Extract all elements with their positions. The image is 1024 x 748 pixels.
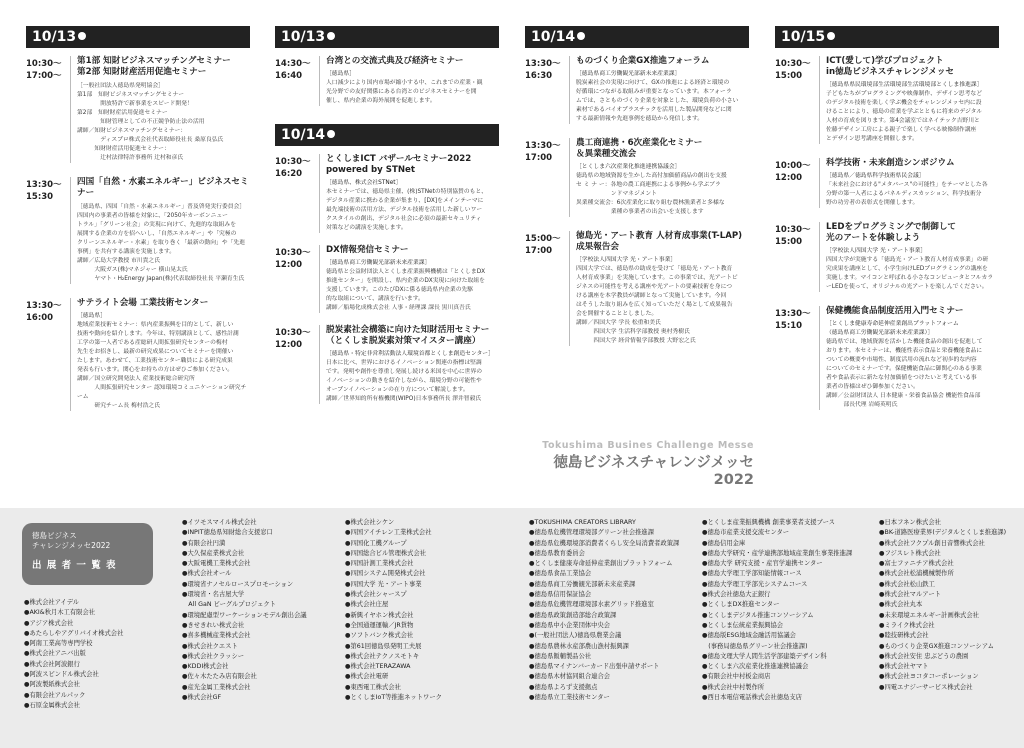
session-time: 13:30～ 15:10	[775, 309, 811, 331]
exhibitor-item: ●四国計測工業株式会社	[345, 560, 414, 568]
exhibitor-item: ●徳島県危機管理環境部グリーン社会推進課	[529, 529, 655, 537]
session-title: ICT(愛して)学びプロジェクト in徳島ビジネスチャレンジメッセ	[826, 56, 955, 77]
session-desc: 本セミナーでは、徳島県主催、(株)STNetの特別協賛のもと、 デジタル産業に携わる企業が集まり、[DX]をメインテーマに 最先端技術の活用方法、デジタル技術を活用した新しいワー クスタイルの創出、デジタル社会に必須の最新セキュリティ 対策などの講演を実施します。	[326, 189, 488, 231]
session-desc: ［一般社団法人徳島県発明協会］ 第1部 知財ビジネスマッチングセミナー 開放特許で新事業をスピード開発！ 第2部 知財財産活用促進セミナー 知財管理としての不正競争防止法の活用 講師／知財ビジネスマッチングセミナー： ディスプロ株式会社代表取締役社長 桑原良弘氏 知財財産活用促進セミナー： 辻村法律特許事務所 辻村和彦氏	[77, 83, 224, 161]
exhibitor-item: ●KDDI株式会社	[182, 663, 229, 671]
expo-title-ja: 徳島ビジネスチャレンジメッセ 2022	[553, 455, 754, 488]
exhibitor-item: ●徳島県信用保証協会	[529, 591, 592, 599]
session-title: 四国「自然・水素エネルギー」ビジネスセミナー	[77, 177, 249, 198]
exhibitor-item: ●徳島県木材協同組合連合会	[529, 673, 611, 681]
exhibitor-item: ●喜多機械産業株式会社	[182, 632, 251, 640]
exhibitor-list-6	[879, 518, 1006, 693]
session-org: ［徳島県・特定非営利活動法人環境首都とくしま創造センター］	[326, 351, 494, 357]
exhibitor-item: ●株式会社テクノスモトキ	[345, 652, 420, 660]
exhibitor-item: ●TOKUSHIMA CREATORS LIBRARY	[529, 519, 636, 526]
session-desc: 人口減少により国内市場が縮小する中、これまでの産業・観 光分野での友好関係にある台湾とのビジネスセミナーを開 催し、県内企業の海外展開を促進します。	[326, 80, 483, 104]
exhibitor-panel	[0, 508, 1024, 748]
exhibitor-item: ●徳島県危機環境部消費者くらし安全局消費者政策課	[529, 539, 680, 547]
exhibitor-item: ●とくしまIoT等推進ネットワーク	[345, 694, 442, 702]
exhibitor-item: ●株式会社クラッシー	[182, 652, 245, 660]
exhibitor-item: ●環境省ナノセルロースプロモーション	[182, 580, 294, 588]
exhibitor-item: ●有限会社円満	[182, 539, 226, 547]
session-org: ［徳島県、株式会社STNet］	[326, 180, 402, 186]
exhibitor-item: ●有限会社アルパック	[24, 691, 86, 699]
badge-line: チャレンジメッセ2022	[32, 541, 111, 550]
exhibitor-item: ●株式会社TERAZAWA	[345, 663, 411, 671]
exhibitor-item: ●徳島大学理工学部光システムコース	[702, 580, 808, 588]
exhibitor-item: ●株式会社ヤマト	[879, 663, 929, 671]
session	[525, 56, 749, 124]
exhibitor-item: ●徳島市産業支援交流センター	[702, 529, 790, 537]
exhibitor-item: ●徳島県教育委員会	[529, 549, 585, 557]
day-header: 10/14	[525, 26, 749, 48]
exhibitor-item: ●徳島県食品工業協会	[529, 570, 592, 578]
exhibitor-item: ●とくしまDX推進センター	[702, 601, 780, 609]
exhibitor-list-2	[182, 518, 307, 703]
session	[275, 56, 499, 106]
session	[26, 56, 250, 163]
expo-logo	[520, 440, 754, 488]
exhibitor-item: ●四国アイチレン工業株式会社	[345, 529, 432, 537]
session	[275, 325, 499, 404]
exhibitor-item: ●株式会社松山鉄工	[879, 580, 935, 588]
session-title: とくしまICT バザールセミナー2022 powered by STNet	[326, 154, 472, 175]
exhibitor-item: ●ものづくり企業GX推進コンソーシアム	[879, 642, 994, 650]
exhibitor-item: ●西日本電信電話株式会社徳島支店	[702, 694, 802, 702]
exhibitor-item: ●きせきれい株式会社	[182, 621, 245, 629]
exhibitor-item: ●徳島大学理工学部知能情報コース	[702, 570, 802, 578]
exhibitor-item: ●徳島県立工業技術センター	[529, 694, 610, 702]
exhibitor-item: ●徳島県よろず支援拠点	[529, 683, 598, 691]
session-time: 10:30～ 16:20	[275, 157, 311, 179]
session-time: 10:30～ 12:00	[275, 248, 311, 270]
exhibitor-item: ●徳島信用金庫	[702, 539, 746, 547]
session-title: ものづくり企業GX推進フォーラム	[576, 56, 710, 66]
exhibitor-item: ●株式会社中村製作所	[702, 683, 765, 691]
session-org: ［学校法人四国大学 光・アート事業］	[826, 248, 927, 254]
day-header: 10/13	[275, 26, 499, 48]
session-title: DX情報発信セミナー	[326, 245, 409, 255]
exhibitor-item: ●阿波スピンドル株式会社	[24, 671, 99, 679]
session-time: 13:30～ 17:00	[525, 141, 561, 163]
col-2	[275, 26, 499, 404]
exhibitor-item: ●株式会社松浦機械製作所	[879, 570, 954, 578]
exhibitor-item: ●ソフトバンク株式会社	[345, 632, 414, 640]
exhibitor-item: ●阿南工業高等専門学校	[24, 640, 93, 648]
exhibitor-item: ●AKI&秋月木工有限会社	[24, 609, 96, 617]
session-desc: 「未来社会における"メタバース"の可能性」をテーマとした各 分野の第一人者によるパネルディスカッション、科学技術分 野の功労者の表彰式を開催します。	[826, 182, 988, 206]
session-title: 科学技術・未来創造シンポジウム	[826, 158, 955, 168]
exhibitor-item: ●株式会社アイデル	[24, 599, 79, 606]
session-org: ［とくしま健康寿命延伸産業創出プラットフォーム （徳島県商工労働観光部新未来産業課）］	[826, 321, 959, 336]
exhibitor-item: ●株式会社安住 忠ぶどうの農園	[879, 652, 969, 660]
exhibitor-item: ●四国大学 光・アート事業	[345, 580, 422, 588]
session-title: 台湾との交流式典及び経済セミナー	[326, 56, 464, 66]
col-4	[775, 26, 999, 410]
exhibitor-item: ●第61回徳島県発明工夫展	[345, 642, 422, 650]
weekday-mark	[827, 32, 835, 40]
exhibitor-item: ●株式会社徳島大正銀行	[702, 591, 771, 599]
exhibitor-item: ●徳島県政策創造部総合政策課	[529, 611, 617, 619]
session	[775, 306, 999, 410]
exhibitor-item: ●富士ファニチア株式会社	[879, 560, 954, 568]
badge-line: 徳島ビジネス	[32, 531, 77, 540]
exhibitor-item: ●徳島県危機管理環境部水素グリッド推進室	[529, 601, 654, 609]
session-desc: 地域産業技術セミナー：県内産業振興を目的として、新しい 技術や動向を紹介します。今年は、特別講演として、感性計測 工学の第一人者である産総研人間拡張研究センターの梅村 先生をお招きし、最新の研究成果についてセミナーを開催い たします。あわせて、工業技術センター職員による研究成果 発表も行います。関心をお持ちの方はぜひご参加ください。 講師／国立研究開発法人 産業技術総合研究所 人間拡張研究センター 認知環境コミュニケーション研究チーム 研究チーム長 梅村浩之氏	[77, 322, 247, 409]
session-time: 10:30～ 15:00	[775, 225, 811, 247]
exhibitor-item: ●徳島県マイナンバーカード出張申請サポート	[529, 663, 660, 671]
exhibitor-item: ●大阪電機工業株式会社	[182, 560, 251, 568]
exhibitor-item: ●アジア株式会社	[24, 619, 74, 627]
weekday-mark	[78, 32, 86, 40]
weekday-mark	[327, 32, 335, 40]
exhibitor-item: ●石原金属株式会社	[24, 701, 80, 709]
exhibitor-item: ●大久保産業株式会社	[182, 549, 245, 557]
session-org: ［徳島県県民環境部生活環境部生活環境部とくしま推進課］	[826, 82, 983, 88]
session-title: 第1部 知財ビジネスマッチングセミナー 第2部 知財財産活用促進セミナー	[77, 56, 231, 77]
session-title: 保健機能食品制度活用入門セミナー	[826, 306, 964, 316]
day-header: 10/14	[275, 124, 499, 146]
exhibitor-item: ●株式会社阿波銀行	[24, 660, 80, 668]
session-title: サテライト会場 工業技術センター	[77, 298, 209, 308]
session-time: 10:00～ 12:00	[775, 161, 811, 183]
session-time: 15:00～ 17:00	[525, 234, 561, 256]
session-org: ［徳島県商工労働観光部新未来産業課］	[326, 260, 431, 266]
exhibitor-item: ●フジスレト株式会社	[879, 549, 941, 557]
exhibitor-item: ●未来環境エネルギー計画株式会社	[879, 611, 979, 619]
session-org: ［とくしま六次産業化推進連携協議会］	[576, 164, 681, 170]
exhibitor-item: ●日本フネン株式会社	[879, 519, 941, 526]
exhibitor-item: ●とくしま六次産業化推進連携協議会	[702, 663, 809, 671]
session	[26, 177, 250, 284]
session	[275, 154, 499, 233]
exhibitor-item: ●徳島大学 研究支援・産官学連携センター	[702, 560, 823, 568]
exhibitor-item: ●徳島県商工労働観光部新未来産業課	[529, 580, 636, 588]
exhibitor-item: ●東西電工株式会社	[345, 683, 401, 691]
exhibitor-list-5	[702, 518, 852, 703]
exhibitor-item: ●徳島版ESG地域金融活用協議会	[702, 632, 796, 640]
session	[525, 231, 749, 346]
badge-heading: 出 展 者 一 覧 表	[32, 560, 117, 571]
session	[775, 56, 999, 144]
exhibitor-item: ●株式会社GF	[182, 694, 222, 702]
session-desc: ［徳島県、四国「自然・水素エネルギー」普及啓発実行委員会］ 四国内の事業者の皆様を対象に、「2050年カーボンニュー トラル」「グリーン社会」の実現に向けて、先進的な取組みを 展開する企業の方を招へいし、「自然エネルギー」や「究極の クリーンエネルギー・水素」を取り巻く「最新の動向」や「先進 事例」を共有する講演を実施します。 講師／広島大学教授 市川貴之氏 大阪ガス(株)マネジャー 横山晃太氏 ヤマト・H₂Energy Japan(株)代表取締役社長 平瀬育生氏	[77, 204, 246, 282]
session-title: LEDをプログラミングで制御して 光のアートを体験しよう	[826, 222, 957, 243]
session-time: 10:30～ 15:00	[775, 59, 811, 81]
session	[275, 245, 499, 313]
exhibitor-item: ●株式会社電研	[345, 673, 389, 681]
exhibitor-item: ●佐々木たたみ店有限会社	[182, 673, 257, 681]
exhibitor-item: ●INPIT徳島県知財総合支援窓口	[182, 529, 273, 537]
session-desc: 徳島県では、地域資源を活かした機能食品の創出を促進して おります。本セミナーは、機能性表示食品と栄養機能食品に ついての概要や市場性、制度活用の流れなど初歩的な内容 についてのセミナーです。保健機能食品に御関心のある事業 者や食品表示に新たな付加価値をつけたいと考えている事 業者の皆様はぜひ御参加ください。 講師／公益財団法人 日本健康・栄養食品協会 機能性食品部 部長代理 岩崎英明氏	[826, 339, 983, 408]
session-title: 徳島光・アート教育 人材育成事業(T-LAP)成果報告会	[576, 231, 743, 252]
exhibitor-item: ●株式会社庄屋	[345, 601, 389, 609]
exhibitor-item: ●株式会社オール	[182, 570, 232, 578]
exhibitor-item: ●BK-道路医療業界(デジタルとくしま推進課)	[879, 529, 1007, 537]
session-time: 13:30～ 15:30	[26, 180, 62, 202]
session-time: 13:30～ 16:30	[525, 59, 561, 81]
session-time: 10:30～ 17:00～	[26, 59, 62, 81]
exhibitor-list-3	[345, 518, 442, 703]
session	[775, 158, 999, 208]
session-desc: 子どもたちがプログラミングや映像制作、デザイン思考など のデジタル技術を楽しく学ぶ機会をチャレンジメッセ内に設 けることにより、徳島の産業を学ぶとともに将来のデジタル 人材の育成を図ります。第4会議室ではネイテック吉野川と 佐藤デザイン工房による親子で楽しく学べる映像制作講座 とデザイン思考講座を開催します。	[826, 91, 983, 142]
session-org: ［徳島県］	[326, 71, 355, 77]
exhibitor-item: ●徳島県中小企業団体中央会	[529, 621, 611, 629]
exhibitor-item: ●株式会社クエスト	[182, 642, 238, 650]
exhibitor-item: ●株式会社アニバ出版	[24, 650, 86, 658]
exhibitor-item: ●株式会社丸本	[879, 601, 923, 609]
day-header: 10/15	[775, 26, 999, 48]
exhibitor-item: ●徳島県農林水産部農山漁村振興課	[529, 642, 629, 650]
session-time: 14:30～ 16:40	[275, 59, 311, 81]
exhibitor-item: ●とくしまデジタル推進コンソーシアム	[702, 611, 814, 619]
session-title: 脱炭素社会構築に向けた知財活用セミナー （とくしま脱炭素対策マイスター講座）	[326, 325, 490, 346]
session	[775, 222, 999, 292]
day-header: 10/13	[26, 26, 250, 48]
session-desc: 四国大学が実施する「徳島光・アート教育人材育成事業」の研 究成果を講座として、小学生向けLEDプログラミングの講座を 実施します。マイコンと呼ばれる小さなコンピュータとフルカラ ーLEDを使って、オリジナルの光アートを楽しんでください。	[826, 257, 994, 290]
session-org: ［徳島県商工労働観光部新未来産業課］	[576, 71, 681, 77]
exhibitor-item: ●阿波製紙株式会社	[24, 681, 80, 689]
exhibitor-item: ●とくしま健康寿命延伸産業創出プラットフォーム	[529, 560, 673, 568]
exhibitor-item: ●四国システム開発株式会社	[345, 570, 426, 578]
exhibitor-item: ●徳島県飯輔製品公社	[529, 652, 592, 660]
exhibitor-item: ●株式会社マルアート	[879, 591, 941, 599]
exhibitor-badge	[22, 523, 153, 585]
exhibitor-item: ●四国化工機グループ	[345, 539, 407, 547]
session-org: ［学校法人四国大学 光・アート事業］	[576, 257, 677, 263]
exhibitor-list-1	[24, 598, 123, 711]
exhibitor-item: ●環境省・名古屋大学	[182, 591, 245, 599]
session	[525, 138, 749, 217]
exhibitor-list-4	[529, 518, 679, 703]
session-org: ［徳島県／徳島県科学技術県民会議］	[826, 173, 925, 179]
expo-title-en: Tokushima Busines Challenge Messe	[542, 440, 754, 451]
exhibitor-item: ●環境配慮型ワーケーションモデル創出会議	[182, 611, 307, 619]
weekday-mark	[327, 130, 335, 138]
session-desc: 脱炭素社会の実現に向けて、GXの推進による経済と環境の 好循環につながる取組みが重要となっています。本フォーラ ムでは、さとものづくり企業を対象とした、環境負荷の小さい 素材であるバイオプラスチックを活用した製品開発などに関 する最新情報や先進事例を徳島から発信します。	[576, 80, 739, 122]
session-title: 農工商連携・6次産業化セミナー ＆異業種交流会	[576, 138, 703, 159]
session-desc: 四国大学では、徳島県の助成を受けて「徳島光・アート教育 人材育成事業」を実施しています。この事業では、光アートビ ジネスの可能性を考える講座や光アートの要素技術を身につ ける講座を本学教員が講師となって実施しています。今回 はそうした取り組みを広く知っていただく場として成果報告 会を開催することとしました。 講師／四国大学 学長 松重和美氏 四国大学 生活科学部教授 奥村秀樹氏 四国大学 経営情報学部教授 大野宏之氏	[576, 266, 738, 344]
exhibitor-item: ●有限会社中村板金商店	[702, 673, 771, 681]
exhibitor-item: ●株式会社フクプル創日音響株式会社	[879, 539, 985, 547]
exhibitor-item: ●株式会社シャースプ	[345, 591, 407, 599]
exhibitor-item: (事務局徳島県グリーン社会推進課)	[702, 642, 808, 650]
session-desc: 徳島県の地域資源を生かした高付加価値商品の創出を支援 セ ミ ナ ー：各地の農工商連携による事例から学ぶブラ ンドマネジメント 異業種交流会：6次産業化に取り組む農林漁業者と多様な 業種の事業者の出会いを支援します	[576, 173, 727, 215]
session-time: 10:30～ 12:00	[275, 328, 311, 350]
exhibitor-item: ●新興イヤホン株式会社	[345, 611, 414, 619]
exhibitor-item: ●産光金属工業株式会社	[182, 683, 251, 691]
exhibitor-item: ●全国通運運輸／JR貨物	[345, 621, 414, 629]
col-1	[26, 26, 250, 411]
exhibitor-item: ●徳島大学研究・産学連携部地域産業創生事業推進課	[702, 549, 853, 557]
exhibitor-item: ●とくしま伝統産業振興協会	[702, 621, 784, 629]
session-org: ［徳島県］	[77, 313, 106, 319]
exhibitor-item: ●(一般社団法人)徳島県農業会議	[529, 632, 622, 640]
col-3	[525, 26, 749, 346]
exhibitor-item: All GaN ビーグルプロジェクト	[182, 601, 276, 609]
exhibitor-item: ●株式会社シケン	[345, 519, 395, 526]
exhibitor-item: ●四電エナジーサービス株式会社	[879, 683, 973, 691]
exhibitor-item: ●徳島文理大学人間生活学部建築デザイン科	[702, 652, 827, 660]
exhibitor-item: ●ミライク株式会社	[879, 621, 935, 629]
session-desc: 日本に比べ、世界におけるイノベーション関連の指標は堅調 です。発明や創作を尊重し発展し続ける米国を中心に世界の イノベーションの動きを紹介しながら、環境分野の可能性や オープンイノベーションの在り方について解説します。 講師／世界知的所有権機関(WIPO)日本事務所長 澤井智毅氏	[326, 360, 483, 402]
weekday-mark	[577, 32, 585, 40]
session	[26, 298, 250, 411]
session-time: 13:30～ 16:00	[26, 301, 62, 323]
exhibitor-item: ●四国総合ビル管理株式会社	[345, 549, 427, 557]
exhibitor-item: ●株式会社ヨコタコーポレーション	[879, 673, 979, 681]
exhibitor-item: ●とくしま産業振興機構 創業事業者支援ブース	[702, 519, 835, 526]
session-desc: 徳島県と公益財団法人とくしま産業振興機構は「とくしまDX 推進センター」を開設し、県内企業のDX実現に向けた取組を 支援しています。このたびDXに係る徳島県内企業の先駆 的な取組について、講演を行います。 講師／船場化成株式会社 人事・経理課 課長 黒川真吾氏	[326, 269, 486, 311]
exhibitor-item: ●イツモスマイル株式会社	[182, 519, 257, 526]
exhibitor-item: ●睦技研株式会社	[879, 632, 929, 640]
exhibitor-item: ●あたらしやアグリバイオ株式会社	[24, 629, 124, 637]
